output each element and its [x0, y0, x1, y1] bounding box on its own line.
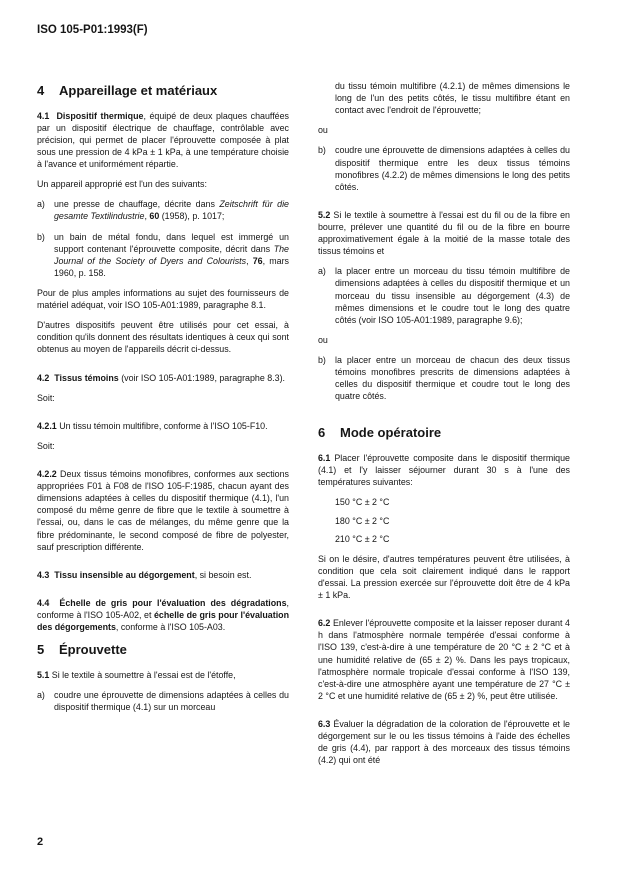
temperature-value: 150 °C ± 2 °C — [335, 497, 390, 508]
list-text: la placer entre un morceau du tissu témoin multifibre de dimensions adaptées à celles du dispositif thermique et un morceau du tissu insensible au dégorgement (4.3) de mêmes dimensions et le coudre tout le long des quatre côtés (voir ISO 105-A01:1989, paragraphe 9.6); — [335, 266, 570, 325]
paragraph: ou — [318, 125, 328, 136]
clause-text: Si le textile à soumettre à l'essai est de l'étoffe, — [49, 669, 236, 680]
paragraph-4-2-2 — [37, 468, 289, 553]
clause-text: , conforme à l'ISO 105-A02, et — [37, 597, 290, 620]
list-text: coudre une éprouvette de dimensions adaptées à celles du dispositif thermique (4.1) sur un morceau — [54, 689, 289, 713]
paragraph-6-2 — [318, 617, 570, 702]
list-text: la placer entre un morceau de chacun des deux tissus témoins monofibres prescrits de dimensions adaptées à celles du dispositif thermique et coudre tout le long des quatre côtés. — [335, 354, 570, 402]
paragraph-5-1 — [37, 669, 289, 681]
clause-heading: Dispositif thermique — [56, 110, 144, 121]
clause-number: 6.3 — [318, 718, 331, 729]
clause-heading: échelle de gris pour l'évaluation des dégorgements — [37, 609, 290, 633]
clause-number: 6.2 — [318, 618, 331, 629]
paragraph-6-3 — [318, 718, 570, 766]
text: une presse de chauffage, décrite dans — [54, 199, 220, 210]
clause-number: 4.3 — [37, 569, 50, 580]
document-header: ISO 105-P01:1993(F) — [37, 24, 148, 36]
text: , — [246, 255, 253, 266]
list-label: a) — [318, 266, 326, 277]
clause-text: Enlever l'éprouvette composite et la laisser reposer durant 4 h dans l'atmosphère normale tempérée d'essai conforme à l'ISO 139, c'est-à-dire à une température de 20 °C ± 2 °C et à une humidité relative de (65 ± 2) %. Dans les pays tropicaux, l'atmosphère normale tropicale d'essai conforme à l'ISO 139, c'est-à-dire une atmosphère ayant une température de 27 °C ± 2 °C et une humidité relative de (65 ± 2) %, peut être utilisée. — [318, 618, 570, 701]
text: , — [144, 211, 150, 222]
text: , mars 1960, p. 158. — [54, 255, 289, 278]
list-label: b) — [318, 354, 326, 365]
list-item — [37, 231, 289, 279]
paragraph: D'autres dispositifs peuvent être utilisés pour cet essai, à condition qu'ils donnent des résultats identiques à ceux qui sont obtenus au moyen de l'appareils décrit ci-dessus. — [37, 320, 289, 355]
clause-heading: Tissu insensible au dégorgement — [54, 569, 195, 580]
paragraph-4-2-1 — [37, 420, 289, 432]
list-label: a) — [37, 199, 45, 210]
clause-number: 5.1 — [37, 669, 50, 680]
clause-text: , équipé de deux plaques chauffées par un dispositif électrique de chauffage, contrôlable avec précision, qui permet de placer l'éprouvette composée à plat sous une pression de 4 kPa ± 1 kPa, à une température choisie à l'avance et uniformément répartie. — [37, 110, 289, 170]
section-number: 6 — [318, 425, 326, 441]
paragraph: Un appareil approprié est l'un des suivants: — [37, 179, 207, 190]
volume: 76 — [252, 255, 263, 266]
paragraph: Pour de plus amples informations au sujet des fournisseurs de matériel adéquat, voir ISO 105-A01:1989, paragraphe 8.1. — [37, 287, 289, 311]
clause-number: 5.2 — [318, 209, 331, 220]
list-item — [37, 689, 289, 713]
paragraph-5-2 — [318, 209, 570, 257]
right-column — [318, 80, 570, 774]
list-label: b) — [37, 231, 45, 242]
text: un bain de métal fondu, dans lequel est immergé un support contenant l'éprouvette composite, décrit dans — [54, 231, 289, 254]
clause-text: Deux tissus témoins monofibres, conformes aux sections appropriées F01 à F08 de l'ISO 105-F:1985, chacun ayant des dimensions adaptées à celles du dispositif thermique (4.1), l'un composé du même genre de fibre que le textile à soumettre à l'essai, ou, dans le cas de mélanges, du même genre que la fibre prédominante, le second composé de fibre de polyester, sauf prescription différente. — [37, 468, 289, 552]
list-text: du tissu témoin multifibre (4.2.1) de mêmes dimensions le long de l'un des petits côtés, le tissu multifibre étant en contact avec l'endroit de l'éprouvette; — [335, 81, 570, 116]
journal-title: The Journal of the Society of Dyers and Colourists — [54, 243, 289, 266]
section-heading — [37, 82, 289, 100]
list-text: coudre une éprouvette de dimensions adaptées à celles du dispositif thermique entre les deux tissus témoins monofibres (4.2.2) de mêmes dimensions le long des petits côtés. — [335, 145, 570, 192]
list-text — [54, 198, 289, 222]
paragraph: Soit: — [37, 440, 55, 451]
list-item-continued — [318, 80, 570, 116]
section-heading — [318, 424, 570, 442]
paragraph-4-4 — [37, 597, 289, 633]
clause-text: Évaluer la dégradation de la coloration de l'éprouvette et le dégorgement sur le ou les tissus témoins à l'aide des échelles de gris (4.4), par rapport à des morceaux des tissus témoins (4.2) qui ont été — [318, 718, 570, 766]
clause-number: 4.4 — [37, 597, 50, 608]
volume: 60 — [149, 211, 160, 222]
clause-number: 4.2.1 — [37, 420, 57, 431]
paragraph: ou — [318, 334, 328, 345]
paragraph: Soit: — [37, 392, 55, 403]
clause-number: 4.2.2 — [37, 468, 57, 479]
temperature-value: 210 °C ± 2 °C — [335, 533, 390, 544]
paragraph-4-3 — [37, 569, 289, 581]
list-text — [54, 231, 289, 279]
section-number: 5 — [37, 642, 45, 658]
temperature-list — [335, 496, 570, 544]
page-number: 2 — [37, 836, 44, 848]
left-column — [37, 76, 289, 721]
section-title: Éprouvette — [59, 642, 127, 658]
clause-heading: Tissus témoins — [54, 372, 119, 383]
section-heading — [37, 641, 289, 659]
paragraph-6-1 — [318, 452, 570, 488]
section-number: 4 — [37, 83, 45, 98]
clause-heading: Échelle de gris pour l'évaluation des dégradations — [59, 597, 287, 608]
clause-text: Placer l'éprouvette composite dans le dispositif thermique (4.1) et l'y laisser séjourner durant 30 s à l'une des températures suivantes: — [318, 453, 570, 488]
clause-number: 4.1 — [37, 110, 50, 121]
clause-text: Un tissu témoin multifibre, conforme à l'ISO 105-F10. — [56, 420, 268, 431]
paragraph-4-1 — [37, 110, 289, 171]
clause-text: , si besoin est. — [194, 569, 252, 580]
list-item — [318, 354, 570, 402]
clause-text: , conforme à l'ISO 105-A03. — [115, 622, 226, 633]
list-label: a) — [37, 689, 45, 700]
list-item — [318, 144, 570, 192]
section-title: Mode opératoire — [340, 425, 442, 441]
section-title: Appareillage et matériaux — [59, 83, 218, 98]
list-label: b) — [318, 145, 326, 156]
temperature-value: 180 °C ± 2 °C — [335, 515, 390, 526]
text: (1958), p. 1017; — [159, 211, 225, 222]
paragraph: Si on le désire, d'autres températures peuvent être utilisées, à condition que cela soit clairement indiqué dans le rapport d'essai. La pression exercée sur l'éprouvette doit être de 4 kPa ± 1 kPa. — [318, 553, 570, 601]
list-item — [318, 265, 570, 326]
list-item — [37, 198, 289, 222]
clause-text: (voir ISO 105-A01:1989, paragraphe 8.3). — [118, 372, 285, 383]
journal-title: Zeitschrift für die gesamte Textilindustrie — [54, 199, 289, 222]
clause-number: 4.2 — [37, 372, 50, 383]
paragraph-4-2 — [37, 372, 289, 384]
clause-text: Si le textile à soumettre à l'essai est du fil ou de la fibre en bourre, prélever une quantité du fil ou de la fibre en bourre approximativement égale à la moitié de la masse totale des tissus témoins et — [318, 209, 570, 257]
clause-number: 6.1 — [318, 453, 331, 464]
